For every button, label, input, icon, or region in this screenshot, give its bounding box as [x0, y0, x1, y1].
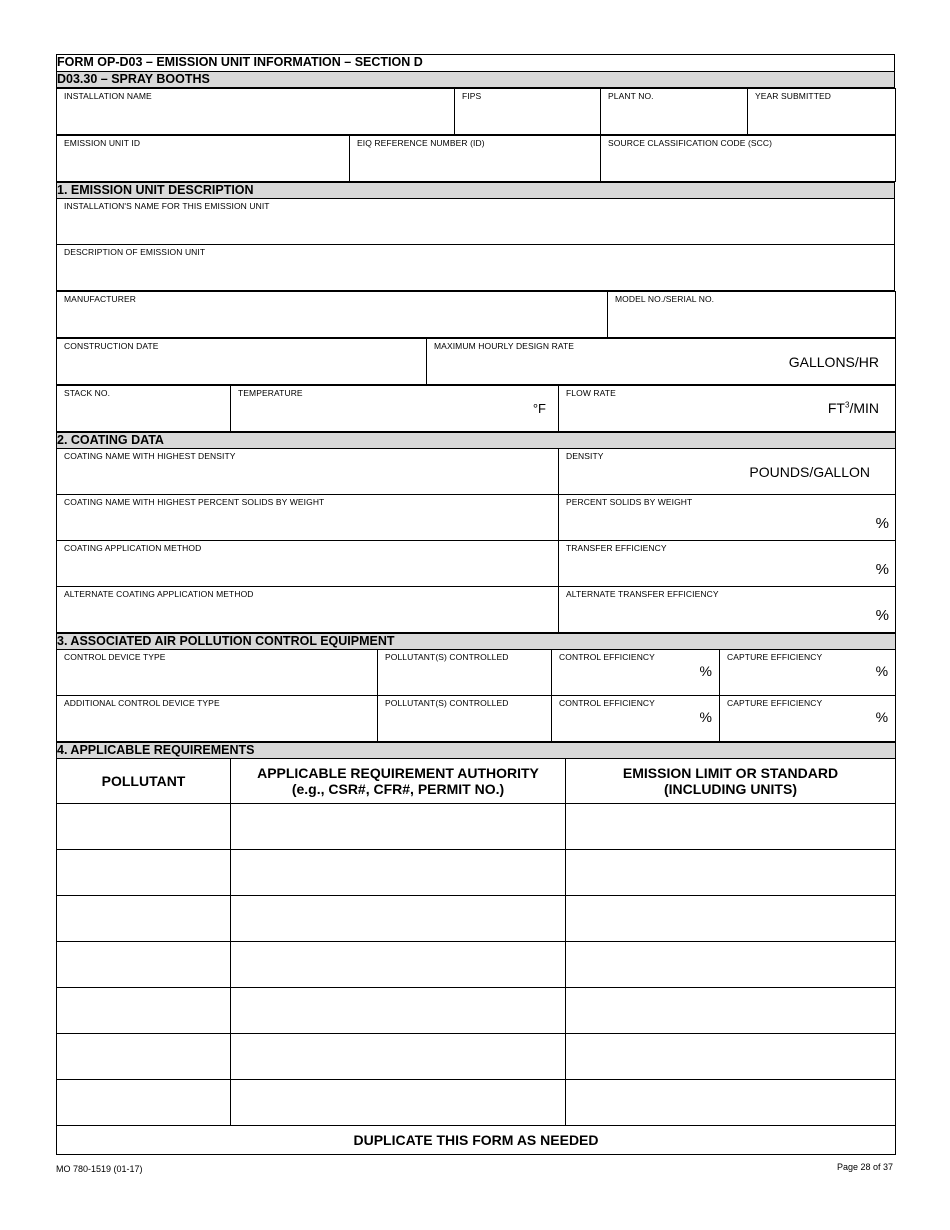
authority-cell[interactable] [231, 1034, 566, 1080]
authority-cell[interactable] [231, 1080, 566, 1126]
flow-rate-unit [828, 400, 879, 416]
pollutants-controlled-field[interactable] [378, 650, 552, 696]
pollutants-controlled-2-label: POLLUTANT(S) CONTROLLED [385, 698, 509, 708]
flow-rate-label: FLOW RATE [566, 388, 616, 398]
pollutant-cell[interactable] [57, 1080, 231, 1126]
eiq-reference-label: EIQ REFERENCE NUMBER (ID) [357, 138, 485, 148]
flow-rate-unit-exp: 3 [844, 400, 850, 410]
max-hourly-rate-field[interactable] [427, 339, 896, 385]
limit-cell[interactable] [566, 988, 896, 1034]
transfer-efficiency-field[interactable] [559, 541, 896, 587]
form-number: MO 780-1519 (01-17) [56, 1164, 143, 1174]
construction-row [56, 338, 896, 385]
density-field[interactable] [559, 449, 896, 495]
table-row [57, 896, 896, 942]
installation-name-field[interactable] [57, 89, 455, 135]
limit-cell[interactable] [566, 896, 896, 942]
description-field[interactable] [57, 245, 895, 291]
year-submitted-label: YEAR SUBMITTED [755, 91, 832, 101]
flow-rate-field[interactable] [559, 386, 896, 432]
section4-table [56, 742, 896, 1155]
limit-cell[interactable] [566, 1080, 896, 1126]
alt-transfer-efficiency-label: ALTERNATE TRANSFER EFFICIENCY [566, 589, 719, 599]
capture-efficiency-2-field[interactable] [720, 696, 896, 742]
capture-efficiency-field[interactable] [720, 650, 896, 696]
duplicate-note: DUPLICATE THIS FORM AS NEEDED [57, 1126, 896, 1155]
alt-application-method-label: ALTERNATE COATING APPLICATION METHOD [64, 589, 254, 599]
authority-cell[interactable] [231, 942, 566, 988]
density-label: DENSITY [566, 451, 604, 461]
pollutant-cell[interactable] [57, 804, 231, 850]
model-serial-field[interactable] [608, 292, 896, 338]
header-id-table [56, 135, 896, 182]
plant-no-label: PLANT NO. [608, 91, 654, 101]
capture-efficiency-2-unit: % [875, 709, 889, 725]
temperature-label: TEMPERATURE [238, 388, 303, 398]
emission-unit-id-label: EMISSION UNIT ID [64, 138, 141, 148]
scc-label: SOURCE CLASSIFICATION CODE (SCC) [608, 138, 773, 148]
control-efficiency-2-label: CONTROL EFFICIENCY [559, 698, 655, 708]
application-method-label: COATING APPLICATION METHOD [64, 543, 202, 553]
limit-cell[interactable] [566, 1034, 896, 1080]
model-serial-label: MODEL NO./SERIAL NO. [615, 294, 715, 304]
table-row [57, 1034, 896, 1080]
capture-efficiency-label: CAPTURE EFFICIENCY [727, 652, 823, 662]
col-authority-line2: (e.g., CSR#, CFR#, PERMIT NO.) [291, 781, 505, 797]
form-subtitle: D03.30 – SPRAY BOOTHS [57, 72, 895, 88]
highest-solids-name-field[interactable] [57, 495, 559, 541]
section1-title: 1. EMISSION UNIT DESCRIPTION [57, 183, 895, 199]
control-efficiency-2-field[interactable] [552, 696, 720, 742]
control-efficiency-2-unit: % [699, 709, 712, 725]
manufacturer-row [56, 291, 896, 338]
capture-efficiency-2-label: CAPTURE EFFICIENCY [727, 698, 823, 708]
section1-header [56, 182, 895, 291]
unit-name-label: INSTALLATION'S NAME FOR THIS EMISSION UNIT [64, 201, 270, 211]
manufacturer-field[interactable] [57, 292, 608, 338]
limit-cell[interactable] [566, 804, 896, 850]
control-device-type-field[interactable] [57, 650, 378, 696]
stack-no-label: STACK NO. [64, 388, 111, 398]
transfer-efficiency-label: TRANSFER EFFICIENCY [566, 543, 667, 553]
section3-title: 3. ASSOCIATED AIR POLLUTION CONTROL EQUIPMENT [57, 634, 896, 650]
table-row [57, 1080, 896, 1126]
header-info-table [56, 88, 896, 135]
limit-cell[interactable] [566, 850, 896, 896]
table-row [57, 804, 896, 850]
page-number: Page 28 of 37 [836, 1162, 893, 1172]
pollutant-cell[interactable] [57, 1034, 231, 1080]
construction-date-label: CONSTRUCTION DATE [64, 341, 159, 351]
control-efficiency-label: CONTROL EFFICIENCY [559, 652, 655, 662]
highest-solids-name-label: COATING NAME WITH HIGHEST PERCENT SOLIDS BY WEIGHT [64, 497, 325, 507]
flow-rate-unit-base: FT [827, 400, 845, 416]
temperature-unit: °F [532, 401, 546, 416]
year-submitted-field[interactable] [748, 89, 896, 135]
authority-cell[interactable] [231, 804, 566, 850]
pollutant-cell[interactable] [57, 850, 231, 896]
alt-transfer-efficiency-field[interactable] [559, 587, 896, 633]
authority-cell[interactable] [231, 988, 566, 1034]
eiq-reference-field[interactable] [350, 136, 601, 182]
section2-title: 2. COATING DATA [57, 433, 896, 449]
table-row [57, 988, 896, 1034]
capture-efficiency-unit: % [875, 663, 889, 679]
percent-solids-field[interactable] [559, 495, 896, 541]
application-method-field[interactable] [57, 541, 559, 587]
table-row [57, 942, 896, 988]
limit-cell[interactable] [566, 942, 896, 988]
alt-application-method-field[interactable] [57, 587, 559, 633]
temperature-field[interactable] [231, 386, 559, 432]
additional-control-device-type-field[interactable] [57, 696, 378, 742]
fips-field[interactable] [455, 89, 601, 135]
control-device-type-label: CONTROL DEVICE TYPE [64, 652, 166, 662]
control-efficiency-field[interactable] [552, 650, 720, 696]
fips-label: FIPS [462, 91, 482, 101]
col-limit-line1: EMISSION LIMIT OR STANDARD [622, 765, 839, 781]
highest-density-name-label: COATING NAME WITH HIGHEST DENSITY [64, 451, 236, 461]
flow-rate-unit-tail: /MIN [849, 400, 879, 416]
plant-no-field[interactable] [601, 89, 748, 135]
col-limit-line2: (INCLUDING UNITS) [664, 781, 797, 797]
installation-name-label: INSTALLATION NAME [64, 91, 152, 101]
authority-cell[interactable] [231, 850, 566, 896]
percent-solids-label: PERCENT SOLIDS BY WEIGHT [566, 497, 693, 507]
manufacturer-label: MANUFACTURER [64, 294, 137, 304]
col-authority-line1: APPLICABLE REQUIREMENT AUTHORITY [257, 765, 539, 781]
section4-title: 4. APPLICABLE REQUIREMENTS [57, 743, 896, 759]
percent-solids-unit: % [875, 515, 890, 532]
construction-date-field[interactable] [57, 339, 427, 385]
emission-unit-id-field[interactable] [57, 136, 350, 182]
authority-cell[interactable] [231, 896, 566, 942]
section3-table [56, 633, 896, 742]
form-title: FORM OP-D03 – EMISSION UNIT INFORMATION – SECTION D [57, 55, 895, 72]
unit-name-field[interactable] [57, 199, 895, 245]
scc-field[interactable] [601, 136, 896, 182]
density-unit: POUNDS/GALLON [749, 464, 871, 480]
additional-control-device-type-label: ADDITIONAL CONTROL DEVICE TYPE [64, 698, 220, 708]
col-header-pollutant [57, 759, 231, 804]
stack-row [56, 385, 896, 432]
max-hourly-rate-label: MAXIMUM HOURLY DESIGN RATE [434, 341, 575, 351]
col-header-limit [566, 759, 896, 804]
transfer-efficiency-unit: % [875, 561, 890, 578]
pollutant-cell[interactable] [57, 896, 231, 942]
pollutant-cell[interactable] [57, 942, 231, 988]
table-row [57, 850, 896, 896]
spray-booth-form [56, 54, 895, 1155]
stack-no-field[interactable] [57, 386, 231, 432]
section2-table [56, 432, 896, 633]
col-pollutant-label: POLLUTANT [101, 773, 186, 789]
alt-transfer-efficiency-unit: % [875, 607, 890, 624]
highest-density-name-field[interactable] [57, 449, 559, 495]
control-efficiency-unit: % [699, 663, 712, 679]
pollutant-cell[interactable] [57, 988, 231, 1034]
max-hourly-rate-unit: GALLONS/HR [788, 354, 879, 370]
col-header-authority [231, 759, 566, 804]
form-title-table [56, 54, 895, 88]
pollutants-controlled-label: POLLUTANT(S) CONTROLLED [385, 652, 509, 662]
description-label: DESCRIPTION OF EMISSION UNIT [64, 247, 206, 257]
pollutants-controlled-2-field[interactable] [378, 696, 552, 742]
